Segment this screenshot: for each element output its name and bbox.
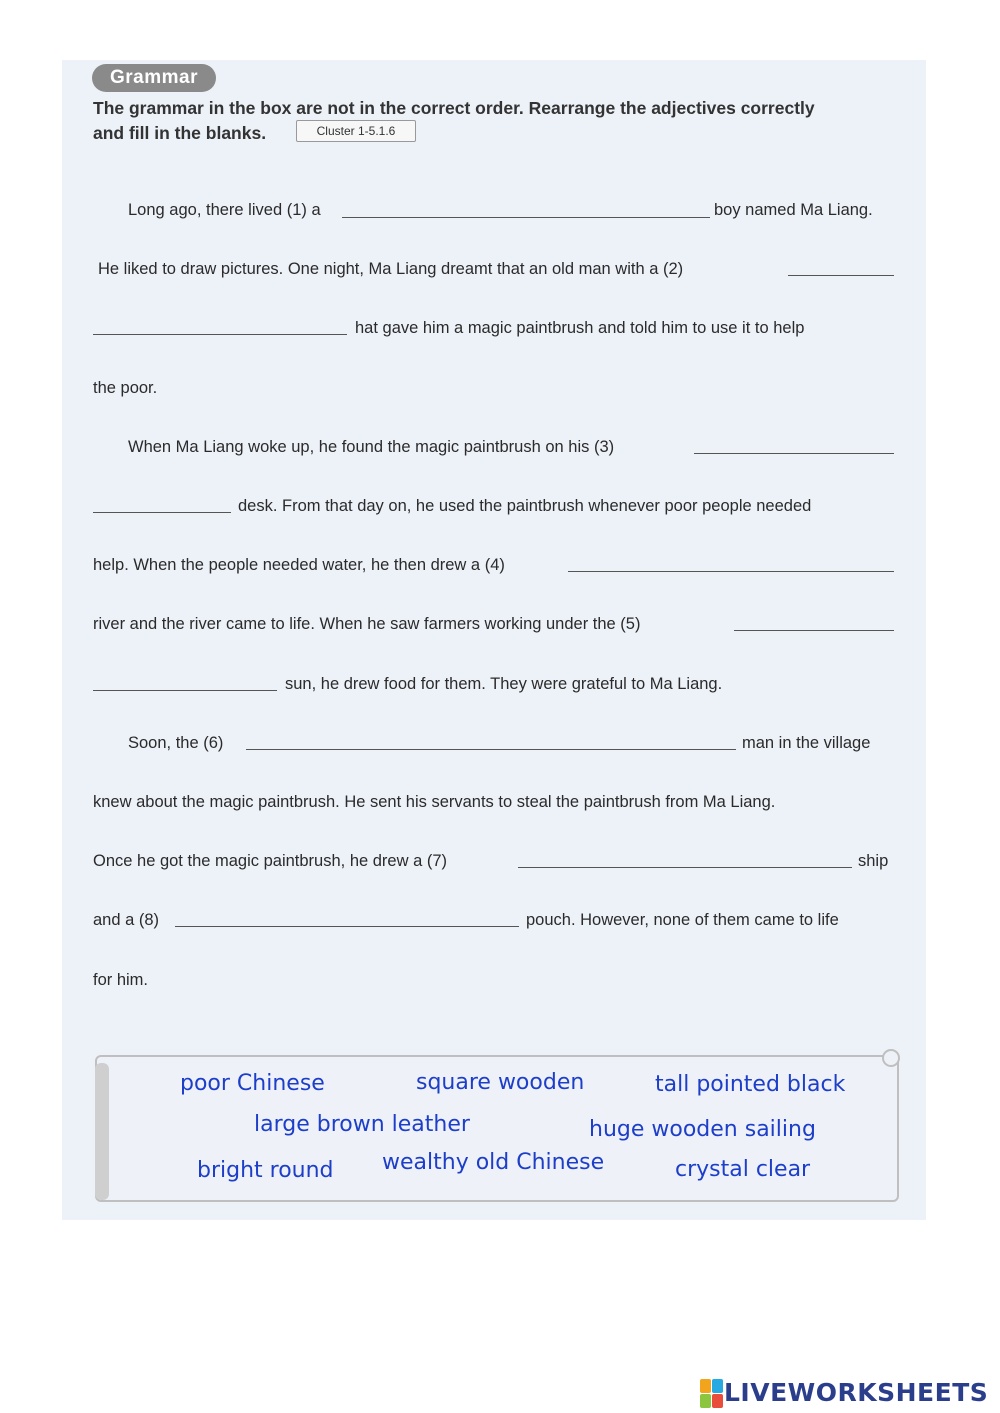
story-line-2: He liked to draw pictures. One night, Ma Liang dreamt that an old man with a (2) [98,260,684,278]
worksheet-page [62,60,926,1220]
story-line-7: help. When the people needed water, he then drew a (4) [93,556,505,574]
story-line-3: hat gave him a magic paintbrush and told him to use it to help [355,319,805,337]
scroll-curl [882,1049,900,1067]
cluster-tag: Cluster 1-5.1.6 [296,120,416,142]
story-line-9: sun, he drew food for them. They were grateful to Ma Liang. [285,675,723,693]
blank-5-part-b[interactable] [93,690,277,691]
story-line-11: knew about the magic paintbrush. He sent his servants to steal the paintbrush from Ma Liang. [93,793,776,811]
blank-8[interactable] [175,926,519,927]
instruction-line-1: The grammar in the box are not in the correct order. Rearrange the adjectives correctly [93,98,815,118]
story-line-13-end: pouch. However, none of them came to life [526,911,839,929]
blank-3-part-a[interactable] [694,453,894,454]
blank-6[interactable] [246,749,736,750]
story-line-12-end: ship [858,852,889,870]
blank-5-part-a[interactable] [734,630,894,631]
story-line-4: the poor. [93,379,158,397]
blank-2-part-b[interactable] [93,334,347,335]
liveworksheets-logo [700,1378,988,1407]
story-line-10-start: Soon, the (6) [128,734,224,752]
blank-4[interactable] [568,571,894,572]
instruction-line-2: and fill in the blanks. [93,123,267,143]
word-option[interactable]: bright round [197,1158,334,1183]
story-line-14: for him. [93,971,149,989]
word-option[interactable]: poor Chinese [180,1071,325,1096]
word-option[interactable]: crystal clear [675,1157,811,1182]
blank-3-part-b[interactable] [93,512,231,513]
story-line-12-start: Once he got the magic paintbrush, he drew a (7) [93,852,448,870]
blank-7[interactable] [518,867,852,868]
story-line-6: desk. From that day on, he used the paintbrush whenever poor people needed [238,497,812,515]
blank-1[interactable] [342,217,710,218]
word-option[interactable]: tall pointed black [655,1072,846,1097]
word-option[interactable]: large brown leather [254,1112,470,1137]
word-option[interactable]: wealthy old Chinese [382,1150,605,1175]
story-line-1-end: boy named Ma Liang. [714,201,873,219]
word-option[interactable]: square wooden [416,1070,585,1095]
scroll-rod [95,1063,109,1200]
story-line-13-start: and a (8) [93,911,160,929]
logo-icon [700,1379,722,1407]
story-line-8: river and the river came to life. When he saw farmers working under the (5) [93,615,641,633]
blank-2-part-a[interactable] [788,275,894,276]
word-option[interactable]: huge wooden sailing [589,1117,816,1142]
story-line-1-start: Long ago, there lived (1) a [128,201,321,219]
story-line-5: When Ma Liang woke up, he found the magic paintbrush on his (3) [128,438,615,456]
brand-name: LIVEWORKSHEETS [724,1378,989,1407]
story-line-10-end: man in the village [742,734,871,752]
section-badge: Grammar [92,64,216,92]
